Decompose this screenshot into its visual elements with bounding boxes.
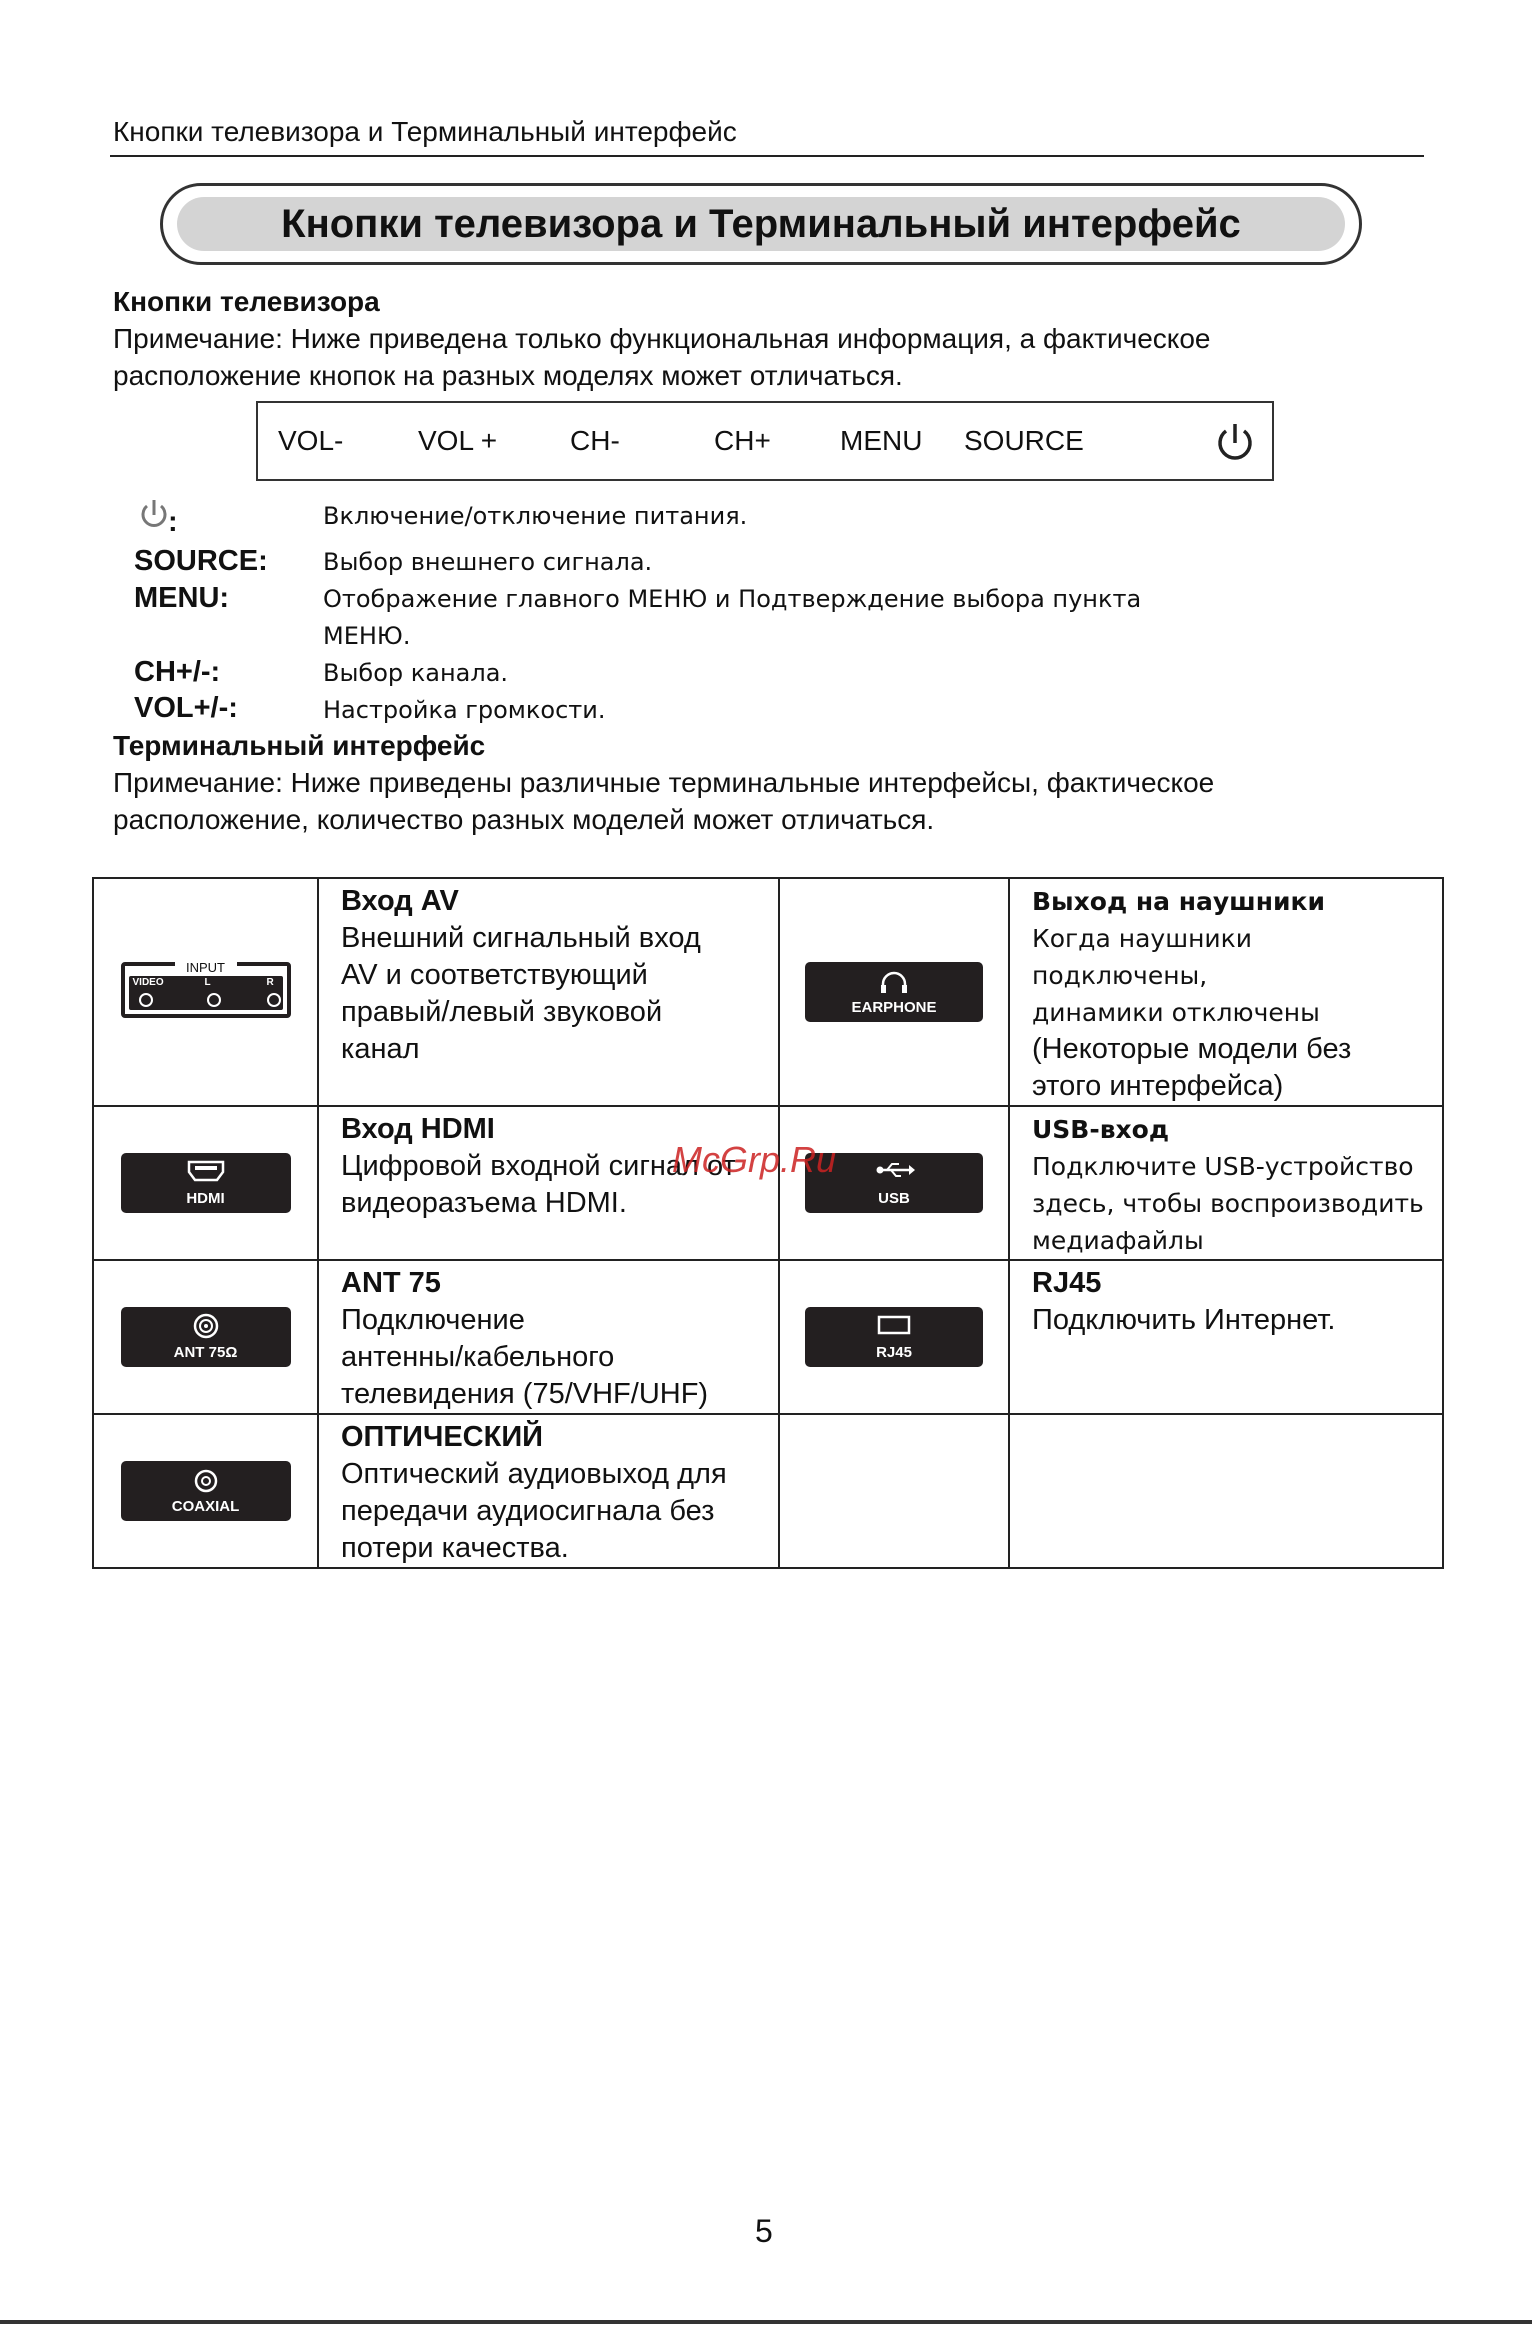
hdmi-icon-cell <box>93 1106 318 1260</box>
running-header: Кнопки телевизора и Терминальный интерфейс <box>113 116 737 147</box>
table-row <box>93 878 1443 1106</box>
table-row <box>93 1106 1443 1260</box>
legend-source-desc: Выбор внешнего сигнала. <box>323 548 653 576</box>
av-icon-cell <box>93 878 318 1106</box>
hdmi-badge-label: HDMI <box>186 1190 225 1207</box>
hdmi-line-1: Цифровой входной сигнал от <box>341 1150 736 1182</box>
headphone-icon <box>879 970 909 994</box>
av-badge-l: L <box>204 976 211 988</box>
av-badge-video: VIDEO <box>132 976 164 988</box>
legend-power-label: : <box>168 506 178 538</box>
terminal-note-2: расположение, количество разных моделей может отличаться. <box>113 804 935 835</box>
panel-menu: MENU <box>840 425 923 456</box>
legend-vol-desc: Настройка громкости. <box>323 696 606 724</box>
coaxial-badge-label: COAXIAL <box>171 1498 240 1515</box>
ethernet-port-icon <box>877 1315 911 1335</box>
hdmi-desc-cell <box>318 1106 779 1260</box>
earphone-badge-label: EARPHONE <box>851 999 937 1016</box>
button-panel <box>256 401 1274 481</box>
panel-source: SOURCE <box>964 425 1084 456</box>
page-number: 5 <box>755 2213 773 2249</box>
watermark: McGrp.Ru <box>672 1139 837 1180</box>
optical-desc-cell <box>318 1414 779 1568</box>
usb-desc-cell <box>1009 1106 1443 1260</box>
coaxial-badge <box>121 1461 291 1521</box>
av-line-2: AV и соответствующий <box>341 959 648 991</box>
ant-badge-label: ANT 75Ω <box>173 1344 238 1361</box>
audio-r-jack-icon <box>267 993 281 1007</box>
hdmi-port-icon <box>187 1160 225 1182</box>
av-input-badge <box>121 959 291 1018</box>
av-badge-r: R <box>266 976 274 988</box>
terminal-heading: Терминальный интерфейс <box>113 730 486 761</box>
optical-title: ОПТИЧЕСКИЙ <box>341 1421 544 1453</box>
ant-desc-cell <box>318 1260 779 1414</box>
earphone-line-3: (Некоторые модели без <box>1032 1033 1352 1065</box>
usb-line-3: медиафайлы <box>1032 1226 1204 1255</box>
rj45-badge-label: RJ45 <box>876 1344 912 1361</box>
buttons-note-1: Примечание: Ниже приведена только функциональная информация, а фактическое <box>113 323 1211 354</box>
legend-menu-label: MENU: <box>134 582 230 614</box>
usb-line-1: Подключите USB-устройство <box>1032 1152 1414 1181</box>
legend-menu-desc: Отображение главного МЕНЮ и Подтверждение выбора пункта <box>323 585 1142 613</box>
optical-icon-cell <box>93 1414 318 1568</box>
rj45-desc-cell <box>1009 1260 1443 1414</box>
power-icon <box>138 498 170 532</box>
power-icon <box>1214 421 1256 465</box>
av-line-1: Внешний сигнальный вход <box>341 922 701 954</box>
usb-line-2: здесь, чтобы воспроизводить <box>1032 1189 1424 1218</box>
rj45-icon-cell <box>779 1260 1009 1414</box>
earphone-badge <box>805 962 983 1022</box>
ant-line-3: телевидения (75/VHF/UHF) <box>341 1378 709 1410</box>
rj45-title: RJ45 <box>1032 1267 1102 1299</box>
earphone-icon-cell <box>779 878 1009 1106</box>
legend-power-desc: Включение/отключение питания. <box>323 502 748 530</box>
hdmi-title: Вход HDMI <box>341 1113 495 1145</box>
legend-ch-label: CH+/-: <box>134 656 221 688</box>
terminal-note-1: Примечание: Ниже приведены различные терминальные интерфейсы, фактическое <box>113 767 1215 798</box>
optical-line-3: потери качества. <box>341 1532 569 1564</box>
rj45-line-1: Подключить Интернет. <box>1032 1304 1336 1336</box>
header-rule <box>110 155 1424 157</box>
video-jack-icon <box>139 993 153 1007</box>
optical-line-2: передачи аудиосигнала без <box>341 1495 715 1527</box>
panel-ch-minus: CH- <box>570 425 620 456</box>
terminal-table <box>92 877 1444 1569</box>
av-line-4: канал <box>341 1033 420 1065</box>
usb-icon <box>875 1161 915 1179</box>
av-badge-title: INPUT <box>175 960 237 975</box>
table-row <box>93 1414 1443 1568</box>
buttons-note-2: расположение кнопок на разных моделях может отличаться. <box>113 360 903 391</box>
empty-cell <box>779 1414 1009 1568</box>
page-title: Кнопки телевизора и Терминальный интерфейс <box>177 197 1345 251</box>
panel-vol-minus: VOL- <box>278 425 344 456</box>
earphone-desc-cell <box>1009 878 1443 1106</box>
coaxial-jack-icon <box>194 1469 218 1493</box>
ant-line-2: антенны/кабельного <box>341 1341 615 1373</box>
legend-vol-label: VOL+/-: <box>134 692 238 724</box>
panel-vol-plus: VOL + <box>418 425 498 456</box>
hdmi-line-2: видеоразъема HDMI. <box>341 1187 627 1219</box>
table-row <box>93 1260 1443 1414</box>
buttons-heading: Кнопки телевизора <box>113 286 380 317</box>
av-title: Вход AV <box>341 885 459 917</box>
ant-badge <box>121 1307 291 1367</box>
coax-antenna-icon <box>193 1313 219 1339</box>
ant-line-1: Подключение <box>341 1304 525 1336</box>
legend-source-label: SOURCE: <box>134 545 268 577</box>
audio-l-jack-icon <box>207 993 221 1007</box>
earphone-title: Выход на наушники <box>1032 887 1325 916</box>
rj45-badge <box>805 1307 983 1367</box>
bottom-rule <box>0 2320 1532 2324</box>
av-desc-cell <box>318 878 779 1106</box>
page-title-box <box>160 183 1362 265</box>
legend-ch-desc: Выбор канала. <box>323 659 509 687</box>
usb-icon-cell <box>779 1106 1009 1260</box>
usb-badge-label: USB <box>878 1190 910 1207</box>
hdmi-badge <box>121 1153 291 1213</box>
earphone-line-4: этого интерфейса) <box>1032 1070 1284 1102</box>
legend-menu-desc-cont: МЕНЮ. <box>323 622 411 650</box>
panel-ch-plus: CH+ <box>714 425 771 456</box>
empty-cell <box>1009 1414 1443 1568</box>
earphone-line-1: Когда наушники подключены, <box>1032 924 1253 990</box>
av-line-3: правый/левый звуковой <box>341 996 663 1028</box>
ant-title: ANT 75 <box>341 1267 441 1299</box>
optical-line-1: Оптический аудиовыход для <box>341 1458 727 1490</box>
earphone-line-2: динамики отключены <box>1032 998 1320 1027</box>
usb-title: USB-вход <box>1032 1115 1170 1144</box>
ant-icon-cell <box>93 1260 318 1414</box>
